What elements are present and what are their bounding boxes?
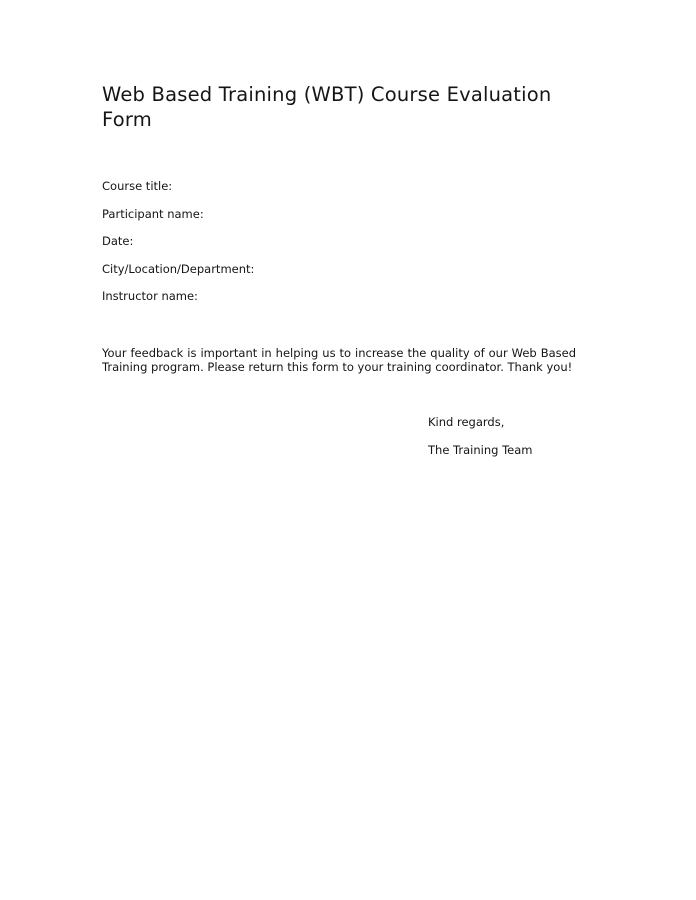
- field-label-city-location-department: City/Location/Department:: [102, 261, 255, 276]
- form-fields: [102, 179, 582, 317]
- closing-salutation: Kind regards,: [428, 415, 505, 429]
- field-label-instructor-name: Instructor name:: [102, 289, 198, 303]
- field-label-participant-name: Participant name:: [102, 206, 204, 221]
- feedback-note: Your feedback is important in helping us to increase the quality of our Web Based Training program. Please return this form to your training coordinator. Thank you!: [102, 346, 576, 374]
- page-title: Web Based Training (WBT) Course Evaluation Form: [102, 83, 552, 131]
- field-label-date: Date:: [102, 234, 134, 248]
- closing-block: [428, 415, 648, 457]
- closing-signature: The Training Team: [428, 442, 533, 457]
- field-label-course-title: Course title:: [102, 179, 173, 193]
